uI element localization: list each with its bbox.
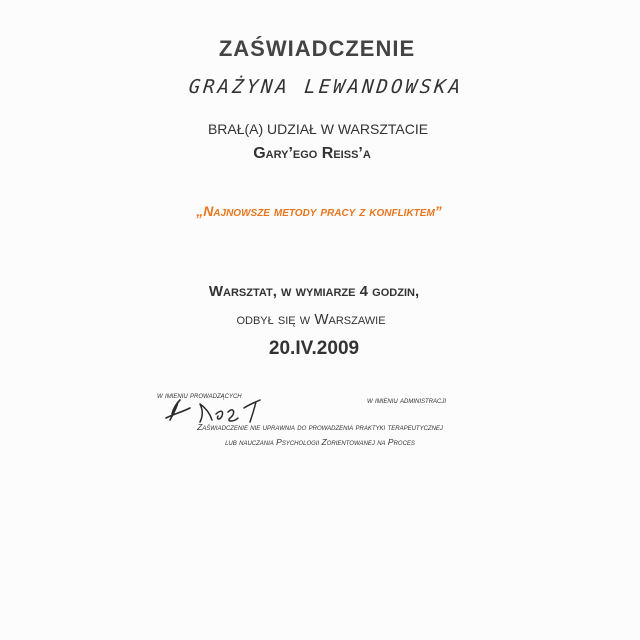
participation-line: BRAŁ(A) UDZIAŁ W WARSZTACIE — [207, 121, 429, 137]
workshop-leader-name: Gary’ego Reiss’a — [253, 145, 371, 162]
participant-name-handwritten: GRAŻYNA LEWANDOWSKA — [187, 76, 465, 98]
certificate-title: ZAŚWIADCZENIE — [218, 36, 416, 61]
disclaimer-line-1: Zaświadczenie nie uprawnia do prowadzenia praktyki terapeutycznej — [197, 422, 443, 432]
workshop-location-line: odbył się w Warszawie — [236, 311, 386, 328]
workshop-date: 20.IV.2009 — [268, 338, 360, 359]
disclaimer-line-2: lub nauczania Psychologii Zorientowanej na Proces — [225, 437, 415, 447]
workshop-title: „Najnowsze metody pracy z konfliktem” — [196, 203, 442, 219]
workshop-duration-line: Warsztat, w wymiarze 4 godzin, — [208, 283, 420, 300]
admin-signature-label: w imieniu administracji — [367, 395, 447, 405]
lead-signature-label: w imieniu prowadzących — [157, 390, 242, 400]
